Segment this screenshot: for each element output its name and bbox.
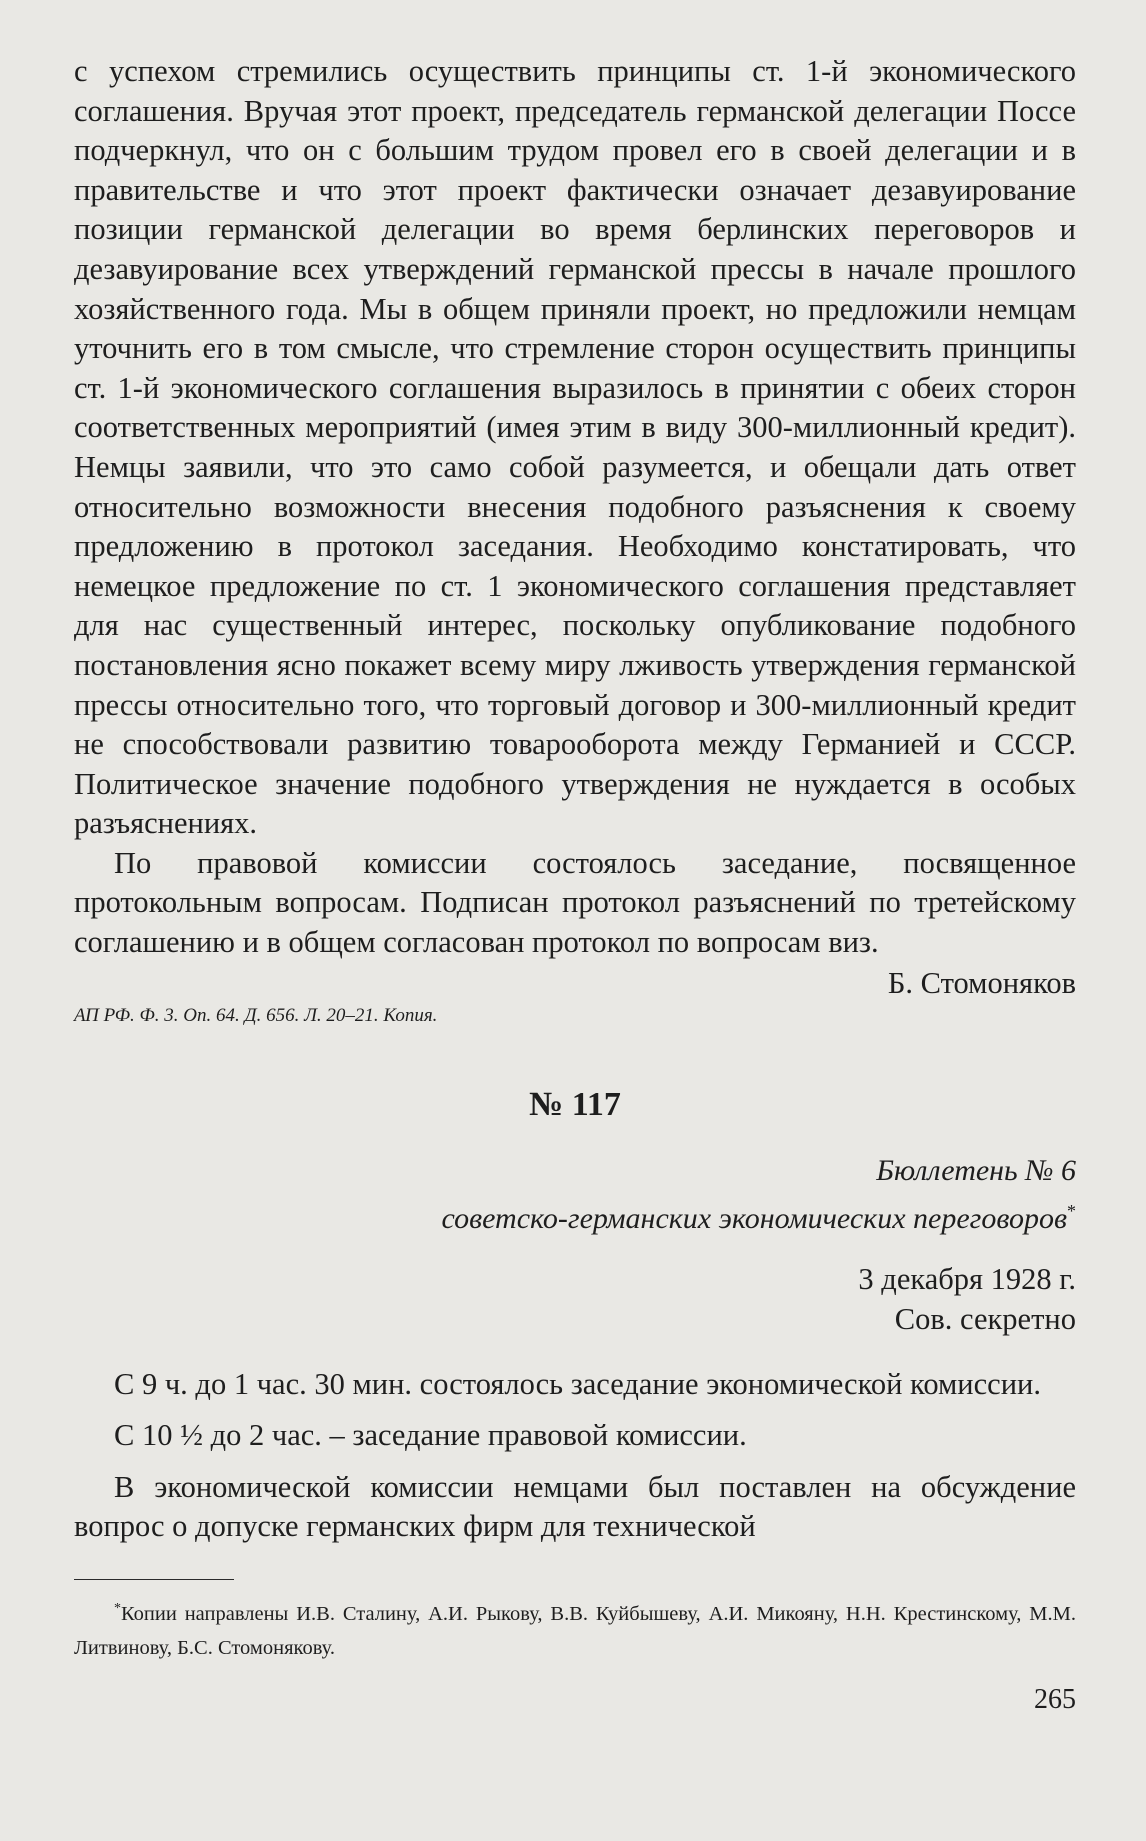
classification-stamp: Сов. секретно [894,1301,1076,1336]
bulletin-title-line2 [74,1191,1076,1239]
archive-source: АП РФ. Ф. 3. Оп. 64. Д. 656. Л. 20–21. Копия. [74,1004,438,1026]
continuation-paragraph: с успехом стремились осуществить принципы ст. 1-й экономического соглашения. Вручая этот проект, председатель германской делегации Поссе подчеркнул, что он с большим трудом провел его в своей делегации и в правительстве и что этот проект фактически означает дезавуирование позиции германской делегации во время берлинских переговоров и дезавуирование всех утверждений германской прессы в начале прошлого хозяйственного года. Мы в общем приняли проект, но предложили немцам уточнить его в том смысле, что стремление сторон осуществить принципы ст. 1-й экономического соглашения выразилось в принятии с обеих сторон соответственных мероприятий (имея этим в виду 300-миллионный кредит). Немцы заявили, что это само собой разумеется, и обещали дать ответ относительно возможности внесения подобного разъяснения к своему предложению в протокол заседания. Необходимо констатировать, что немецкое предложение по ст. 1 экономического соглашения представляет для нас существенный интерес, поскольку опубликование подобного постановления ясно покажет всему миру лживость утверждения германской прессы относительно того, что торговый договор и 300-миллионный кредит не способствовали развитию товарооборота между Германией и СССР. Политическое значение подобного утверждения не нуждается в особых разъяснениях. [74,54,1076,841]
legal-commission-paragraph: По правовой комиссии состоялось заседание, посвященное протокольным вопросам. Подписан протокол разъяснений по третейскому соглашению и в общем согласован протокол по вопросам виз. [74,845,1076,960]
document-number: № 117 [529,1085,621,1123]
bulletin-title-line1: Бюллетень № 6 [876,1153,1076,1187]
bulletin-title-text: советско-германских экономических переговоров [441,1201,1067,1235]
document-date: 3 декабря 1928 г. [858,1261,1076,1296]
footnote-marker: * [1067,1200,1076,1221]
body-paragraph-1: С 9 ч. до 1 час. 30 мин. состоялось заседание экономической комиссии. [114,1366,1041,1401]
signature: Б. Стомоняков [887,965,1076,1000]
footnote-divider [74,1579,234,1580]
footnote-text: Копии направлены И.В. Сталину, А.И. Рыкову, В.В. Куйбышеву, А.И. Микояну, Н.Н. Крестинскому, М.М. Литвинову, Б.С. Стомонякову. [74,1602,1076,1659]
body-paragraph-2: С 10 ½ до 2 час. – заседание правовой комиссии. [114,1418,747,1453]
footnote-mark: * [114,1601,121,1617]
body-paragraph-3: В экономической комиссии немцами был поставлен на обсуждение вопрос о допуске германских фирм для технической [74,1469,1076,1544]
page-number: 265 [1034,1684,1076,1715]
footnote [74,1592,1076,1665]
